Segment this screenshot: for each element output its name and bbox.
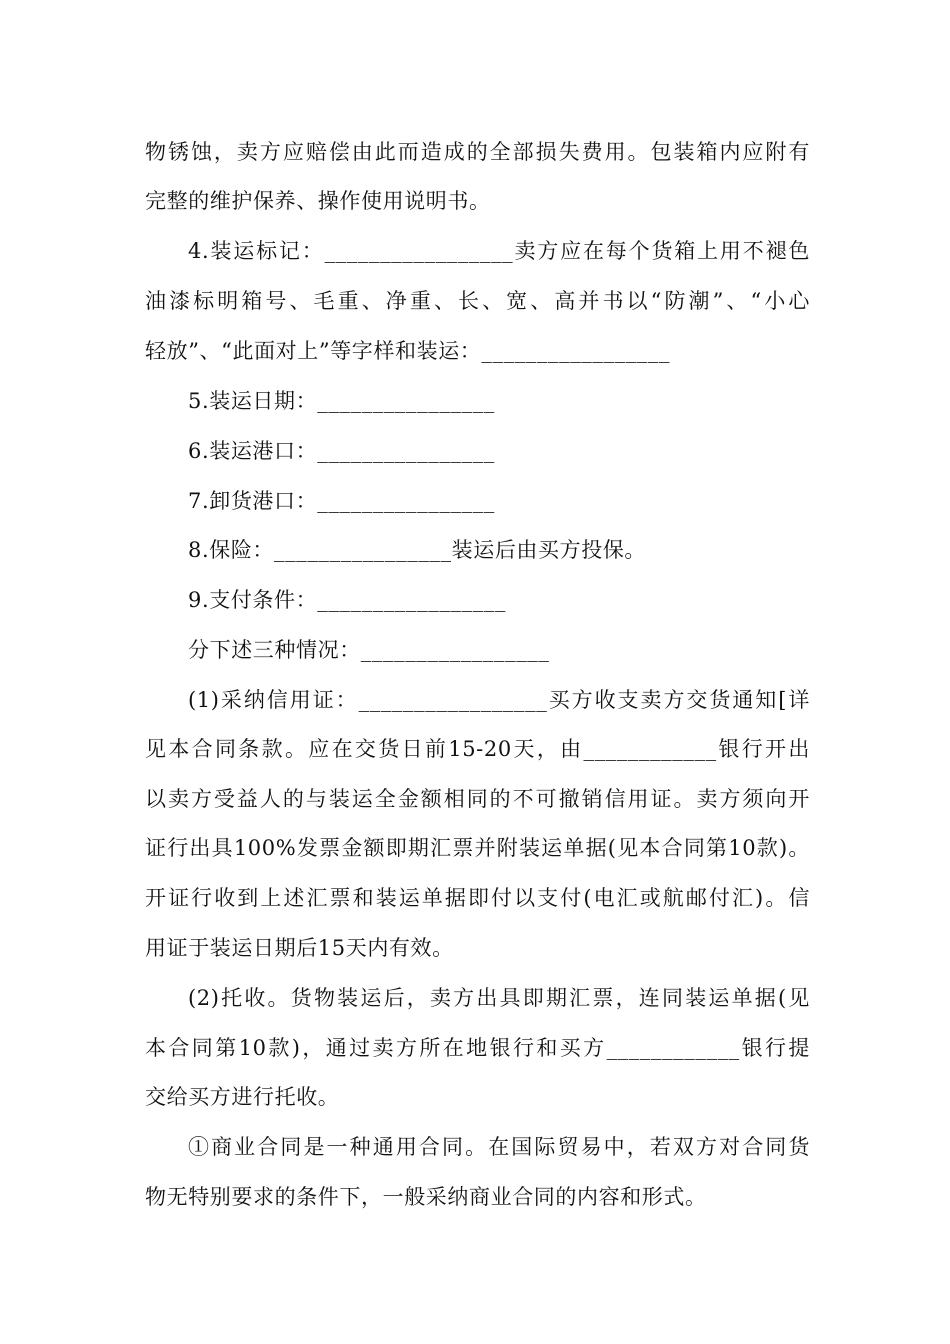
text-line: ①商业合同是一种通用合同。在国际贸易中，若双方对合同货 [188, 1135, 810, 1159]
text-line: 6.装运港口：________________ [188, 439, 495, 463]
text-line: 物锈蚀，卖方应赔偿由此而造成的全部损失费用。包装箱内应附有 [145, 140, 810, 164]
text-line: 油漆标明箱号、毛重、净重、长、宽、高并书以“防潮”、“小心 [145, 289, 810, 313]
text-line: 以卖方受益人的与装运全金额相同的不可撤销信用证。卖方须向开 [145, 787, 810, 811]
text-line: 用证于装运日期后15天内有效。 [145, 936, 454, 960]
text-line: 4.装运标记：_________________卖方应在每个货箱上用不褪色 [188, 239, 810, 263]
text-line: 8.保险：________________装运后由买方投保。 [188, 538, 647, 562]
text-line: 物无特别要求的条件下，一般采纳商业合同的内容和形式。 [145, 1185, 707, 1209]
text-line: 完整的维护保养、操作使用说明书。 [145, 189, 491, 213]
text-line: 本合同第10款)，通过卖方所在地银行和买方____________银行提 [145, 1036, 810, 1060]
text-line: (2)托收。货物装运后，卖方出具即期汇票，连同装运单据(见 [188, 986, 810, 1010]
text-line: 证行出具100%发票金额即期汇票并附装运单据(见本合同第10款)。 [145, 836, 810, 860]
text-line: 开证行收到上述汇票和装运单据即付以支付(电汇或航邮付汇)。信 [145, 886, 810, 910]
text-line: 7.卸货港口：________________ [188, 489, 495, 513]
text-line: 交给买方进行托收。 [145, 1085, 340, 1109]
text-line: 9.支付条件：_________________ [188, 588, 506, 612]
text-line: 5.装运日期：________________ [188, 389, 495, 413]
text-line: 轻放”、“此面对上”等字样和装运：_________________ [145, 339, 671, 363]
text-line: 分下述三种情况：_________________ [188, 638, 550, 662]
text-line: 见本合同条款。应在交货日前15-20天，由____________银行开出 [145, 737, 810, 761]
text-line: (1)采纳信用证：_________________买方收支卖方交货通知[详 [188, 688, 810, 712]
